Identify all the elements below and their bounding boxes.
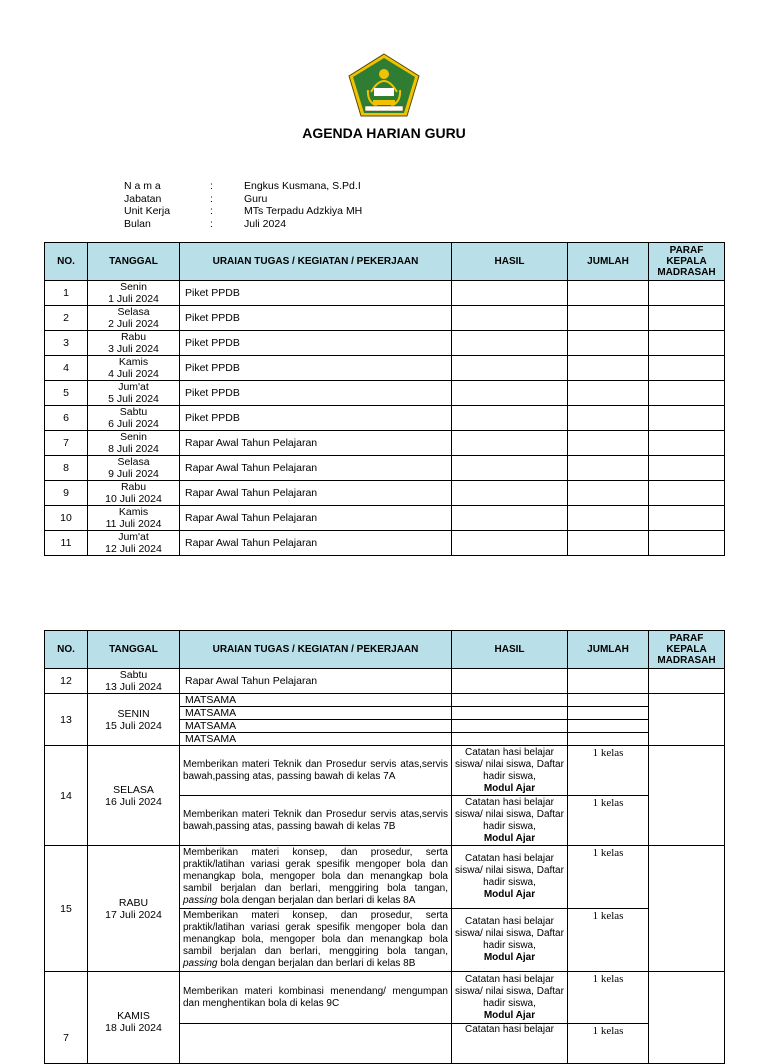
info-row-jabatan	[124, 193, 362, 206]
row-jumlah	[568, 456, 649, 481]
info-sep: :	[210, 192, 213, 205]
col-no: NO.	[45, 243, 88, 281]
row-no: 15	[45, 846, 88, 972]
row-hasil	[452, 356, 568, 381]
col-jumlah: JUMLAH	[568, 243, 649, 281]
table-row	[45, 381, 725, 406]
table-row	[45, 531, 725, 556]
row-task: MATSAMA	[180, 733, 452, 746]
table-row	[45, 506, 725, 531]
table-row	[45, 306, 725, 331]
col-tanggal: TANGGAL	[88, 631, 180, 669]
row-date-text: 3 Juli 2024	[108, 343, 159, 355]
col-hasil: HASIL	[452, 631, 568, 669]
row-jumlah: 1 kelas	[568, 1024, 649, 1064]
col-jumlah: JUMLAH	[568, 631, 649, 669]
row-hasil	[452, 531, 568, 556]
header-row	[45, 631, 725, 669]
row-day: Sabtu	[119, 406, 148, 418]
row-hasil	[452, 720, 568, 733]
task-italic: passing	[183, 895, 218, 906]
table-row	[45, 481, 725, 506]
row-jumlah	[568, 506, 649, 531]
hasil-bold: Modul Ajar	[483, 782, 536, 794]
row-date-text: 18 Juli 2024	[105, 1022, 162, 1034]
col-hasil: HASIL	[452, 243, 568, 281]
row-day: KAMIS	[117, 1010, 150, 1022]
row-hasil	[452, 381, 568, 406]
row-no: 10	[45, 506, 88, 531]
table-row	[45, 694, 725, 707]
row-date-text: 15 Juli 2024	[105, 719, 162, 732]
row-paraf	[649, 306, 725, 331]
row-jumlah: 1 kelas	[568, 972, 649, 1024]
row-jumlah: 1 kelas	[568, 846, 649, 909]
row-date	[88, 972, 180, 1064]
row-day: Jum'at	[118, 381, 149, 393]
row-hasil	[452, 506, 568, 531]
row-hasil	[452, 846, 568, 909]
row-date-text: 12 Juli 2024	[105, 543, 162, 555]
row-task	[180, 909, 452, 972]
col-paraf: PARAF KEPALA MADRASAH	[649, 631, 725, 669]
row-jumlah: 1 kelas	[568, 909, 649, 972]
row-date	[88, 456, 180, 481]
row-date	[88, 481, 180, 506]
info-label: N a m a	[124, 180, 161, 192]
row-paraf	[649, 406, 725, 431]
row-hasil	[452, 281, 568, 306]
row-jumlah	[568, 381, 649, 406]
row-hasil	[452, 456, 568, 481]
row-task: Rapar Awal Tahun Pelajaran	[180, 481, 452, 506]
row-task: Memberikan materi Teknik dan Prosedur servis atas,servis bawah,passing atas, passing bawah di kelas 7A	[180, 746, 452, 796]
row-no: 14	[45, 746, 88, 846]
row-day: Kamis	[118, 356, 149, 368]
row-date-text: 10 Juli 2024	[105, 493, 162, 505]
row-task: MATSAMA	[180, 694, 452, 707]
row-paraf	[649, 972, 725, 1064]
row-jumlah: 1 kelas	[568, 746, 649, 796]
row-date-text: 16 Juli 2024	[105, 795, 162, 808]
hasil-text: Catatan hasi belajar siswa/ nilai siswa, Daftar hadir siswa,	[455, 916, 564, 951]
task-text: Memberikan materi konsep, dan prosedur, serta praktik/latihan variasi gerak spesifik mengoper bola dan menangkap bola, mengoper bola dan menangkap bola sambil berjalan dan berlari, menggiring bola tangan,	[183, 847, 448, 894]
row-paraf	[649, 331, 725, 356]
info-label: Unit Kerja	[124, 205, 171, 217]
row-paraf	[649, 281, 725, 306]
row-hasil	[452, 909, 568, 972]
info-row-nama	[124, 180, 362, 193]
row-task: Piket PPDB	[180, 306, 452, 331]
row-date	[88, 746, 180, 846]
row-paraf	[649, 481, 725, 506]
row-jumlah	[568, 331, 649, 356]
row-date-text: 9 Juli 2024	[108, 468, 159, 480]
row-date	[88, 356, 180, 381]
row-day: Kamis	[118, 506, 149, 518]
row-no: 9	[45, 481, 88, 506]
row-day: Rabu	[120, 481, 147, 493]
table-row	[45, 356, 725, 381]
hasil-text: Catatan hasi belajar siswa/ nilai siswa, Daftar hadir siswa,	[455, 746, 564, 782]
table-row	[45, 406, 725, 431]
row-date-text: 17 Juli 2024	[105, 908, 162, 921]
row-date-text: 6 Juli 2024	[108, 418, 159, 430]
row-no: 12	[45, 669, 88, 694]
row-hasil	[452, 972, 568, 1024]
teacher-info	[124, 180, 362, 230]
hasil-text: Catatan hasi belajar siswa/ nilai siswa, Daftar hadir siswa,	[455, 973, 564, 1009]
row-no: 6	[45, 406, 88, 431]
row-paraf	[649, 456, 725, 481]
hasil-bold: Modul Ajar	[483, 889, 536, 900]
row-no: 1	[45, 281, 88, 306]
row-date	[88, 694, 180, 746]
row-date	[88, 406, 180, 431]
row-jumlah	[568, 431, 649, 456]
row-paraf	[649, 531, 725, 556]
hasil-text: Catatan hasi belajar siswa/ nilai siswa, Daftar hadir siswa,	[455, 796, 564, 832]
row-hasil	[452, 406, 568, 431]
row-jumlah	[568, 733, 649, 746]
kemenag-logo	[347, 52, 421, 118]
row-task: Piket PPDB	[180, 381, 452, 406]
col-no: NO.	[45, 631, 88, 669]
info-sep: :	[210, 180, 213, 192]
row-no: 7	[45, 431, 88, 456]
header-row	[45, 243, 725, 281]
row-jumlah	[568, 531, 649, 556]
row-no: 11	[45, 531, 88, 556]
row-hasil	[452, 733, 568, 746]
row-paraf	[649, 746, 725, 846]
hasil-bold: Modul Ajar	[483, 952, 536, 963]
row-no: 5	[45, 381, 88, 406]
row-hasil	[452, 694, 568, 707]
row-paraf	[649, 669, 725, 694]
info-value: Juli 2024	[244, 217, 287, 230]
row-hasil	[452, 669, 568, 694]
row-jumlah	[568, 669, 649, 694]
row-hasil	[452, 306, 568, 331]
task-italic: passing	[183, 958, 218, 969]
table-row	[45, 669, 725, 694]
info-sep: :	[210, 205, 213, 217]
row-day: SELASA	[113, 783, 154, 796]
row-date	[88, 531, 180, 556]
row-day: SENIN	[117, 707, 150, 720]
row-jumlah	[568, 707, 649, 720]
row-paraf	[649, 356, 725, 381]
row-paraf	[649, 694, 725, 746]
row-date	[88, 306, 180, 331]
table-row	[45, 281, 725, 306]
row-hasil	[452, 481, 568, 506]
row-task: MATSAMA	[180, 720, 452, 733]
row-task: Piket PPDB	[180, 281, 452, 306]
row-hasil: Catatan hasi belajar	[452, 1024, 568, 1064]
row-date-text: 4 Juli 2024	[108, 368, 159, 380]
info-label: Jabatan	[124, 192, 162, 205]
row-task: Rapar Awal Tahun Pelajaran	[180, 531, 452, 556]
row-task: Memberikan materi Teknik dan Prosedur servis atas,servis bawah,passing atas, passing bawah di kelas 7B	[180, 796, 452, 846]
task-text-end: bola dengan berjalan dan berlari di kelas 8B	[217, 958, 416, 969]
row-day: Jum'at	[118, 531, 149, 543]
row-hasil	[452, 796, 568, 846]
table-row	[45, 972, 725, 1024]
row-task: Piket PPDB	[180, 406, 452, 431]
row-day: Rabu	[120, 331, 147, 343]
info-sep: :	[210, 217, 213, 230]
row-no: 7	[45, 972, 88, 1064]
row-date-text: 2 Juli 2024	[108, 318, 159, 330]
row-task	[180, 1024, 452, 1064]
row-day: Senin	[120, 281, 147, 293]
row-date	[88, 331, 180, 356]
agenda-table-2	[44, 630, 725, 1064]
table-row	[45, 456, 725, 481]
row-date-text: 8 Juli 2024	[108, 443, 159, 455]
table-row	[45, 846, 725, 909]
hasil-text: Catatan hasi belajar siswa/ nilai siswa, Daftar hadir siswa,	[455, 853, 564, 888]
row-paraf	[649, 846, 725, 972]
task-text: Memberikan materi konsep, dan prosedur, serta praktik/latihan variasi gerak spesifik mengoper bola dan menangkap bola, mengoper bola dan menangkap bola sambil berjalan dan berlari, menggiring bola tangan,	[183, 910, 448, 957]
row-date	[88, 846, 180, 972]
hasil-bold: Modul Ajar	[483, 832, 536, 844]
hasil-bold: Modul Ajar	[483, 1009, 536, 1021]
row-day: Senin	[120, 431, 147, 443]
row-day: Selasa	[117, 306, 150, 318]
table-row	[45, 431, 725, 456]
info-row-bulan	[124, 218, 362, 231]
row-date-text: 13 Juli 2024	[105, 681, 162, 693]
row-task: MATSAMA	[180, 707, 452, 720]
row-no: 13	[45, 694, 88, 746]
row-task: Rapar Awal Tahun Pelajaran	[180, 431, 452, 456]
row-date	[88, 431, 180, 456]
info-value: Engkus Kusmana, S.Pd.I	[244, 180, 361, 192]
row-paraf	[649, 381, 725, 406]
row-task: Rapar Awal Tahun Pelajaran	[180, 506, 452, 531]
row-date-text: 11 Juli 2024	[105, 518, 162, 530]
info-value: MTs Terpadu Adzkiya MH	[244, 205, 363, 217]
row-hasil	[452, 431, 568, 456]
page-title: AGENDA HARIAN GURU	[302, 125, 466, 141]
row-jumlah	[568, 281, 649, 306]
row-task: Rapar Awal Tahun Pelajaran	[180, 669, 452, 694]
agenda-table-1	[44, 242, 725, 556]
col-tanggal: TANGGAL	[88, 243, 180, 281]
col-paraf: PARAF KEPALA MADRASAH	[649, 243, 725, 281]
row-jumlah	[568, 720, 649, 733]
row-task	[180, 846, 452, 909]
row-task: Piket PPDB	[180, 331, 452, 356]
table-row	[45, 331, 725, 356]
row-paraf	[649, 506, 725, 531]
row-no: 2	[45, 306, 88, 331]
info-label: Bulan	[124, 217, 151, 230]
row-jumlah	[568, 406, 649, 431]
row-date-text: 1 Juli 2024	[108, 293, 159, 305]
row-date	[88, 281, 180, 306]
row-day: RABU	[118, 896, 149, 909]
info-value: Guru	[244, 192, 268, 205]
row-day: Selasa	[117, 456, 150, 468]
row-no: 4	[45, 356, 88, 381]
task-text-end: bola dengan berjalan dan berlari di kelas 8A	[217, 895, 416, 906]
row-date	[88, 669, 180, 694]
row-date-text: 5 Juli 2024	[108, 393, 159, 405]
row-no: 3	[45, 331, 88, 356]
row-day: Sabtu	[119, 669, 148, 681]
row-task: Piket PPDB	[180, 356, 452, 381]
row-date	[88, 381, 180, 406]
row-jumlah	[568, 481, 649, 506]
row-no: 8	[45, 456, 88, 481]
row-jumlah	[568, 306, 649, 331]
row-jumlah	[568, 694, 649, 707]
row-hasil	[452, 331, 568, 356]
row-jumlah: 1 kelas	[568, 796, 649, 846]
row-hasil	[452, 746, 568, 796]
table-row	[45, 746, 725, 796]
row-hasil	[452, 707, 568, 720]
row-task: Memberikan materi kombinasi menendang/ mengumpan dan menghentikan bola di kelas 9C	[180, 972, 452, 1024]
col-uraian: URAIAN TUGAS / KEGIATAN / PEKERJAAN	[180, 631, 452, 669]
col-uraian: URAIAN TUGAS / KEGIATAN / PEKERJAAN	[180, 243, 452, 281]
row-task: Rapar Awal Tahun Pelajaran	[180, 456, 452, 481]
row-date	[88, 506, 180, 531]
row-jumlah	[568, 356, 649, 381]
info-row-unit-kerja	[124, 205, 362, 218]
row-paraf	[649, 431, 725, 456]
